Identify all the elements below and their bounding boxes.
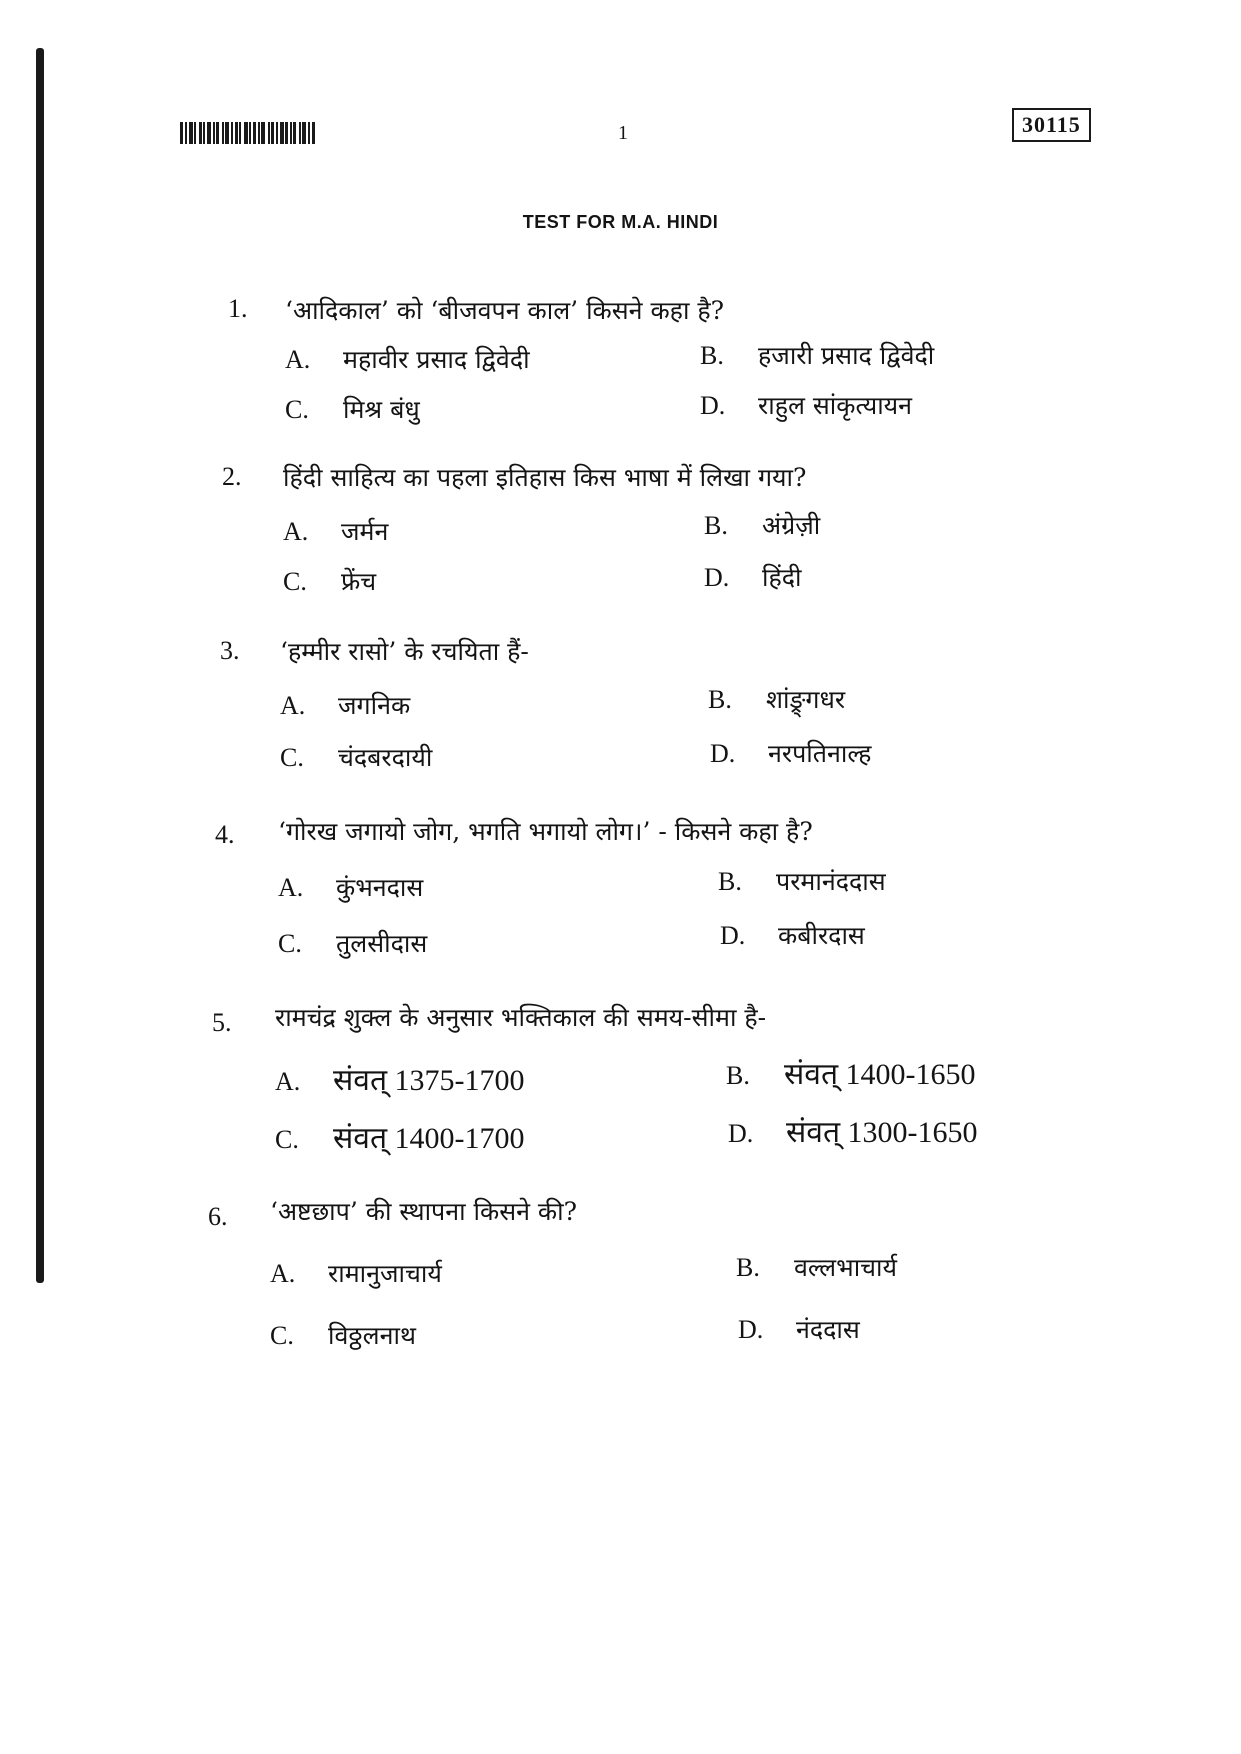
question-text: रामचंद्र शुक्ल के अनुसार भक्तिकाल की समय-सीमा है-	[275, 1003, 767, 1032]
option-text: नंददास	[796, 1315, 860, 1344]
option-d	[728, 1110, 978, 1151]
option-b	[736, 1250, 897, 1284]
option-d	[738, 1312, 860, 1346]
option-text: संवत् 1400-1700	[333, 1122, 525, 1155]
option-text: कुंभनदास	[336, 873, 424, 902]
question-text: ‘हम्मीर रासो’ के रचयिता हैं-	[280, 637, 529, 666]
option-b	[726, 1052, 976, 1093]
option-letter: A.	[285, 345, 311, 374]
question-text: ‘अष्टछाप’ की स्थापना किसने की?	[270, 1197, 578, 1226]
option-c	[270, 1318, 416, 1352]
option-c	[285, 392, 420, 426]
option-a	[270, 1256, 442, 1290]
option-letter: D.	[728, 1119, 754, 1148]
option-text: संवत् 1400-1650	[784, 1058, 976, 1091]
option-text: तुलसीदास	[336, 929, 428, 958]
option-text: शांङ्र्गधर	[766, 685, 846, 714]
option-letter: C.	[280, 743, 304, 772]
option-d	[720, 918, 865, 952]
option-text: वल्लभाचार्य	[794, 1253, 898, 1282]
option-letter: A.	[283, 517, 309, 546]
option-text: फ्रेंच	[341, 567, 377, 596]
option-text: हजारी प्रसाद द्विवेदी	[758, 341, 935, 370]
question-number: 6.	[208, 1202, 228, 1231]
option-letter: C.	[275, 1125, 299, 1154]
option-text: जगनिक	[338, 691, 411, 720]
option-letter: D.	[700, 391, 726, 420]
question-number: 2.	[222, 462, 242, 491]
option-b	[708, 682, 845, 716]
option-text: चंदबरदायी	[338, 743, 433, 772]
option-a	[275, 1058, 525, 1099]
option-b	[718, 864, 886, 898]
question-text: ‘आदिकाल’ को ‘बीजवपन काल’ किसने कहा है?	[285, 296, 725, 325]
option-letter: D.	[704, 563, 730, 592]
question-number: 5.	[212, 1008, 232, 1037]
question-number: 4.	[215, 820, 235, 849]
option-text: राहुल सांकृत्यायन	[758, 391, 913, 420]
option-c	[275, 1116, 525, 1157]
question-text: हिंदी साहित्य का पहला इतिहास किस भाषा में लिखा गया?	[283, 463, 807, 492]
option-text: हिंदी	[762, 563, 802, 592]
question-number: 3.	[220, 636, 240, 665]
page-number: 1	[618, 122, 628, 144]
option-letter: D.	[720, 921, 746, 950]
option-c	[280, 740, 432, 774]
option-text: परमानंददास	[776, 867, 886, 896]
option-text: जर्मन	[341, 517, 389, 546]
option-text: रामानुजाचार्य	[328, 1259, 442, 1288]
option-a	[283, 514, 388, 548]
option-b	[704, 508, 820, 542]
option-letter: A.	[278, 873, 304, 902]
option-d	[700, 388, 912, 422]
option-text: अंग्रेज़ी	[762, 511, 821, 540]
question-text: ‘गोरख जगायो जोग, भगति भगायो लोग।’ - किसने कहा है?	[278, 817, 813, 846]
option-d	[704, 560, 802, 594]
option-letter: C.	[283, 567, 307, 596]
option-letter: B.	[726, 1061, 750, 1090]
option-text: मिश्र बंधु	[343, 395, 420, 424]
option-text: नरपतिनाल्ह	[768, 739, 872, 768]
question-number: 1.	[228, 294, 248, 323]
option-letter: B.	[708, 685, 732, 714]
option-c	[278, 926, 427, 960]
option-text: महावीर प्रसाद द्विवेदी	[343, 345, 530, 374]
option-d	[710, 736, 871, 770]
option-letter: A.	[275, 1067, 301, 1096]
option-letter: A.	[270, 1259, 296, 1288]
option-letter: D.	[738, 1315, 764, 1344]
option-letter: B.	[736, 1253, 760, 1282]
option-text: विठ्ठलनाथ	[328, 1321, 416, 1350]
option-letter: B.	[718, 867, 742, 896]
left-margin-rule	[36, 48, 44, 1283]
option-a	[278, 870, 423, 904]
option-c	[283, 564, 376, 598]
option-letter: C.	[270, 1321, 294, 1350]
option-a	[285, 342, 530, 376]
option-letter: D.	[710, 739, 736, 768]
option-letter: B.	[704, 511, 728, 540]
exam-title: TEST FOR M.A. HINDI	[522, 212, 719, 232]
option-text: संवत् 1375-1700	[333, 1064, 525, 1097]
option-b	[700, 338, 934, 372]
option-text: संवत् 1300-1650	[786, 1116, 978, 1149]
option-a	[280, 688, 410, 722]
barcode	[180, 122, 328, 144]
option-letter: C.	[278, 929, 302, 958]
option-letter: A.	[280, 691, 306, 720]
option-text: कबीरदास	[778, 921, 865, 950]
option-letter: B.	[700, 341, 724, 370]
paper-code-box: 30115	[1012, 108, 1091, 142]
option-letter: C.	[285, 395, 309, 424]
